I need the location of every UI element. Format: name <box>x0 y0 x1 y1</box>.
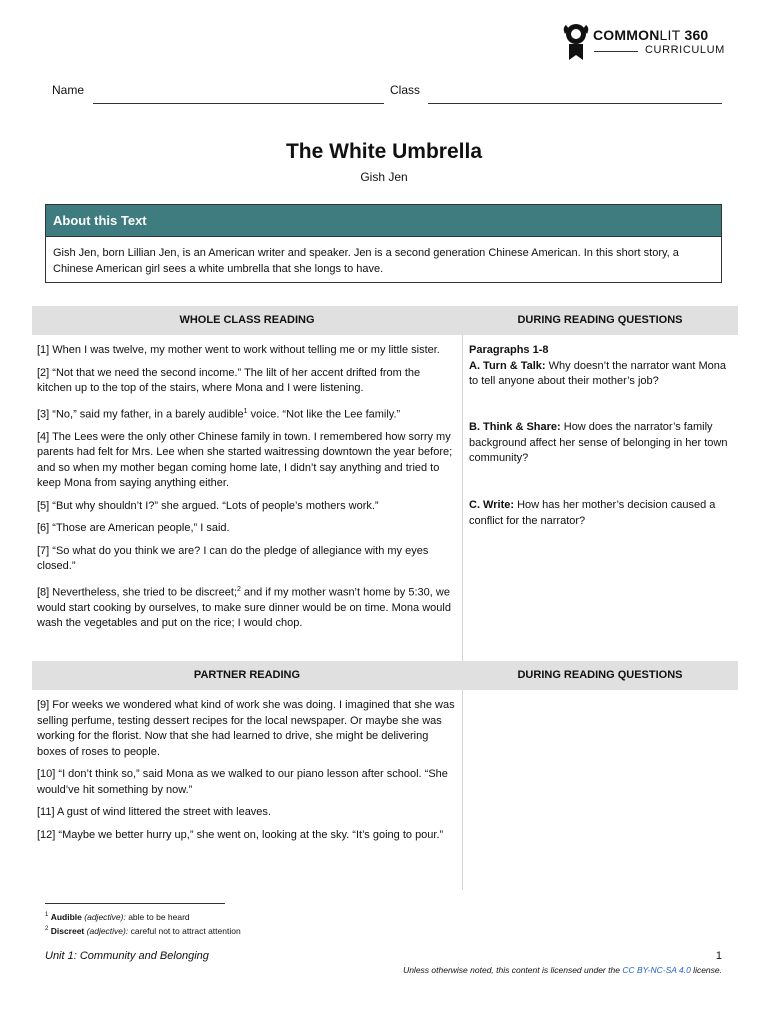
during-reading-questions <box>469 343 729 390</box>
paragraph: [9] For weeks we wondered what kind of work she was doing. I imagined that she was selling perfume, testing dessert recipes for the local newspaper. Or maybe she was working for the florist. Now that she had learned to drive, she might be delivering boxes of roses to people. <box>37 699 455 758</box>
during-reading-questions-heading: DURING READING QUESTIONS <box>517 314 683 326</box>
paragraph: [10] “I don’t think so,” said Mona as we walked to our piano lesson after school. “She would’ve hit something by now.” <box>37 768 448 796</box>
about-heading: About this Text <box>46 205 721 237</box>
footnote-ref: 1 <box>243 407 248 415</box>
column-divider <box>462 335 463 661</box>
paragraph: [1] When I was twelve, my mother went to work without telling me or my little sister. <box>37 344 440 356</box>
paragraph: [7] “So what do you think we are? I can do the pledge of allegiance with my eyes closed.” <box>37 544 429 573</box>
question-b: B. Think & Share: How does the narrator’s family background affect her sense of belonging in her town community? <box>469 421 728 464</box>
about-body: Gish Jen, born Lillian Jen, is an American writer and speaker. Jen is a second generation Chinese American. In this short story, a Chinese American girl sees a white umbrella that she longs to have. <box>53 247 679 275</box>
paragraph: [5] “But why shouldn’t I?” she argued. “Lots of people’s mothers work.” <box>37 499 379 512</box>
section-header-whole-class <box>32 306 738 335</box>
commonlit-logo <box>562 22 732 64</box>
author-name: Gish Jen <box>360 170 408 184</box>
page-number: 1 <box>715 950 722 962</box>
column-divider <box>462 690 463 890</box>
question-range: Paragraphs 1-8 <box>469 344 549 356</box>
footnote-rule <box>45 903 225 904</box>
page-title: The White Umbrella <box>285 140 483 163</box>
class-field[interactable] <box>428 103 722 104</box>
paragraph: [8] Nevertheless, she tried to be discreet;$^2$ and if my mother wasn’t home by 5:30, we would start cooking by ourselves, to make sure dinner would be on time. Mona would wash the vegetables and put on the rice; I would chop. <box>37 585 451 630</box>
partner-reading-text <box>37 698 455 850</box>
license-link[interactable]: CC BY-NC-SA 4.0 <box>622 965 691 975</box>
during-reading-questions-heading: DURING READING QUESTIONS <box>517 669 683 681</box>
class-label: Class <box>390 83 421 97</box>
license-notice: Unless otherwise noted, this content is licensed under the CC BY-NC-SA 4.0 license. <box>403 965 722 975</box>
footnotes <box>45 909 241 938</box>
question-a: A. Turn & Talk: Why doesn’t the narrator want Mona to tell anyone about their mother’s job? <box>469 359 726 387</box>
section-header-partner <box>32 661 738 690</box>
partner-reading-heading: PARTNER READING <box>193 669 301 681</box>
reader-emblem-icon <box>562 22 590 62</box>
logo-rule <box>594 51 638 52</box>
footnote: $^2$ Discreet (adjective): careful not to attract attention <box>45 926 241 937</box>
paragraph: [4] The Lees were the only other Chinese family in town. I remembered how sorry my parents had felt for Mrs. Lee when she started waitressing downtown the year before; and so when my mother began coming home late, I didn’t say anything and tried to keep Mona from saying anything either. <box>37 430 453 490</box>
about-this-text-box <box>45 204 722 283</box>
paragraph: [3] “No,” said my father, in a barely audible$^1$ voice. “Not like the Lee family.” <box>37 407 401 421</box>
footnote: $^1$ Audible (adjective): able to be heard <box>45 911 190 922</box>
logo-wordmark: COMMONLIT 360 <box>593 27 709 43</box>
name-label: Name <box>52 83 85 97</box>
paragraph: [2] “Not that we need the second income.” The lilt of her accent drifted from the kitchen up to the top of the stairs, where Mona and I were listening. <box>37 366 421 394</box>
paragraph: [12] “Maybe we better hurry up,” she went on, looking at the sky. “It’s going to pour.” <box>37 828 444 841</box>
paragraph: [11] A gust of wind littered the street with leaves. <box>37 806 271 818</box>
question-c: C. Write: How has her mother’s decision caused a conflict for the narrator? <box>469 499 716 527</box>
footnote-ref: 2 <box>236 585 241 593</box>
unit-title: Unit 1: Community and Belonging <box>45 950 209 962</box>
whole-class-reading-text <box>37 343 455 639</box>
whole-class-reading-heading: WHOLE CLASS READING <box>179 314 315 326</box>
name-field[interactable] <box>93 103 384 104</box>
paragraph: [6] “Those are American people,” I said. <box>37 522 230 535</box>
logo-subtitle: CURRICULUM <box>645 44 725 56</box>
